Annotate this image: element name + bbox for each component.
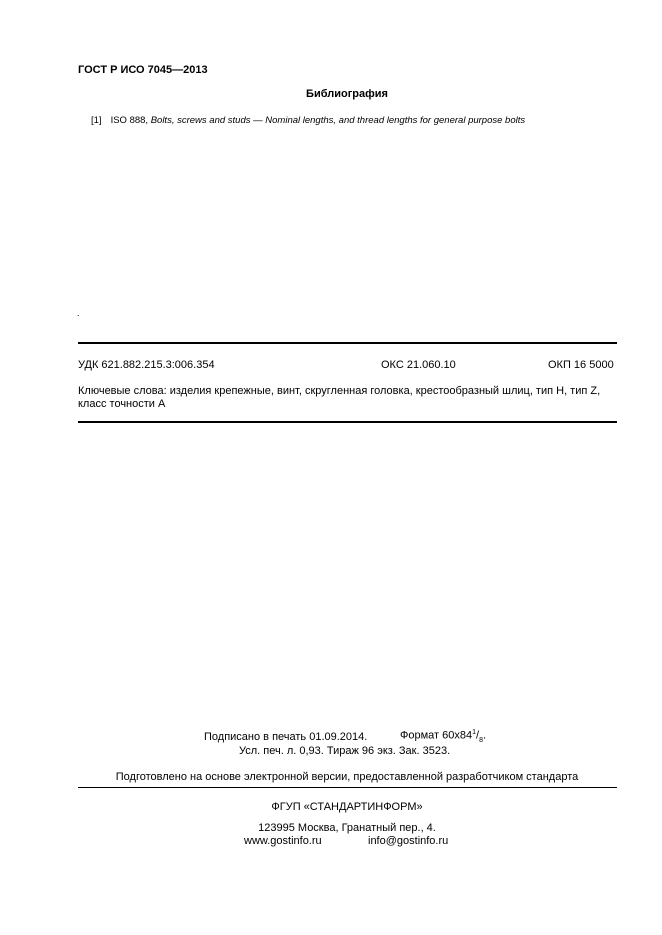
- publisher-email[interactable]: info@gostinfo.ru: [368, 835, 449, 847]
- bibliography-entry-number: [1]: [91, 115, 102, 126]
- divider-top: [78, 342, 617, 344]
- bibliography-entry: [91, 115, 525, 126]
- publisher-name: ФГУП «СТАНДАРТИНФОРМ»: [271, 801, 423, 813]
- keywords: Ключевые слова: изделия крепежные, винт, скругленная головка, крестообразный шлиц, тип Н, тип Z, класс точности А: [78, 385, 601, 410]
- divider-imprint: [78, 787, 617, 788]
- divider-bottom: [78, 421, 617, 423]
- imprint-prepared: Подготовлено на основе электронной версии, предоставленной разработчиком стандарта: [115, 771, 579, 783]
- oks-code: ОКС 21.060.10: [381, 359, 456, 371]
- imprint-sheets: Усл. печ. л. 0,93. Тираж 96 экз. Зак. 3523.: [239, 745, 451, 757]
- publisher-website[interactable]: www.gostinfo.ru: [244, 835, 322, 847]
- format-denominator: 8: [479, 736, 483, 744]
- bibliography-entry-title: Bolts, screws and studs — Nominal lengths, and thread lengths for general purpose bolts: [150, 115, 526, 126]
- format-label: Формат 60х84: [400, 729, 473, 742]
- imprint-signed: Подписано в печать 01.09.2014.: [204, 731, 368, 743]
- document-code: ГОСТ Р ИСО 7045—2013: [78, 64, 208, 76]
- okp-code: ОКП 16 5000: [548, 359, 614, 371]
- bibliography-title: Библиография: [306, 88, 388, 100]
- stray-mark: .: [77, 308, 80, 318]
- udk-code: УДК 621.882.215.3:006.354: [78, 359, 215, 371]
- imprint-format: Формат $60х84^1/_8$.: [400, 729, 487, 744]
- format-numerator: 1: [472, 729, 477, 736]
- publisher-address: 123995 Москва, Гранатный пер., 4.: [258, 822, 436, 834]
- format-end: .: [482, 729, 487, 742]
- bibliography-entry-ref: ISO 888,: [110, 115, 151, 126]
